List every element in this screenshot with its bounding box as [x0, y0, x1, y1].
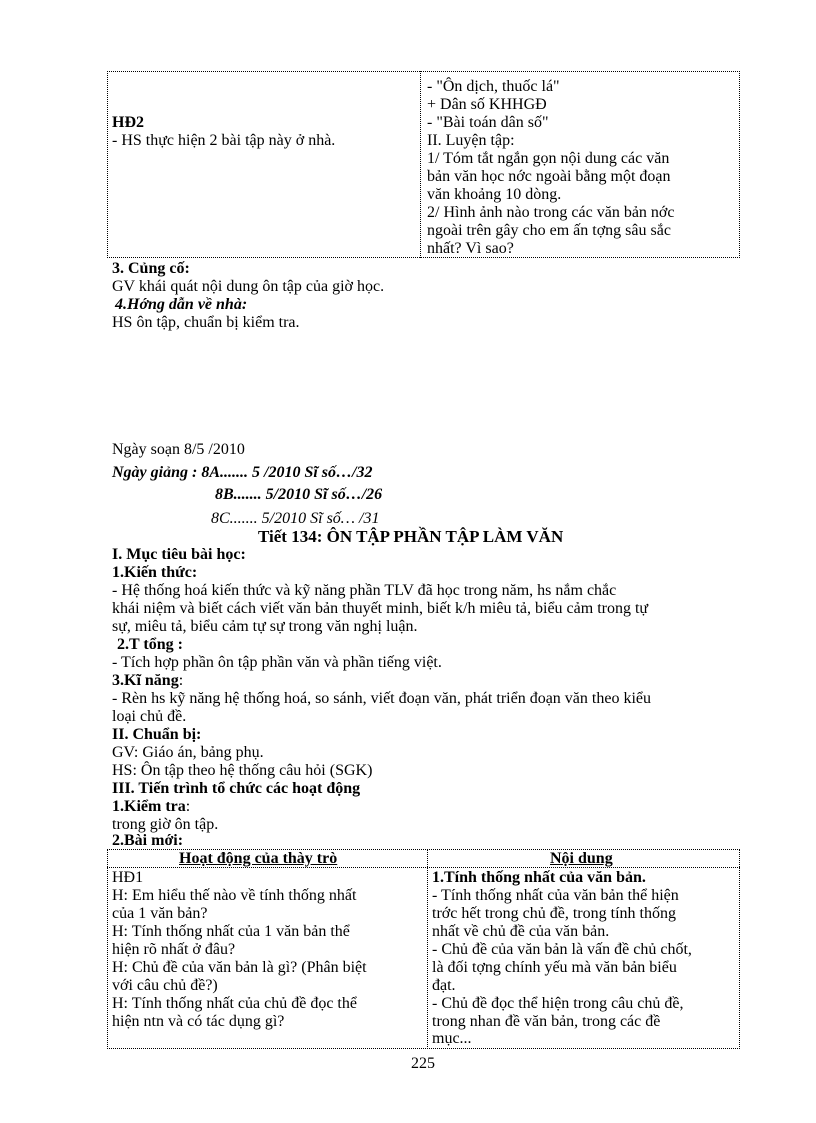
- process-heading: III. Tiến trình tổ chức các hoạt động: [112, 780, 361, 797]
- bottom-right-line: - Chủ đề của văn bản là vấn đề chủ chốt,: [432, 941, 692, 958]
- bottom-right-line: - Tính thống nhất của văn bản thể hiện: [432, 887, 679, 904]
- knowledge-line: - Hệ thống hoá kiến thức và kỹ năng phần TLV đã học trong năm, hs nắm chắc: [112, 582, 617, 599]
- top-table-hd-label: HĐ2: [112, 114, 144, 131]
- bottom-left-line: hiện rõ nhất ở đâu?: [112, 941, 236, 958]
- integration-text: - Tích hợp phần ôn tập phần văn và phần tiếng việt.: [112, 654, 442, 671]
- knowledge-line: sự, miêu tả, biểu cảm tự sự trong văn nghị luận.: [112, 618, 418, 635]
- check-heading-wrap: [112, 798, 190, 816]
- top-right-line: 2/ Hình ảnh nào trong các văn bản nớc: [427, 204, 675, 221]
- section4-heading: 4.Hớng dẫn về nhà:: [115, 296, 248, 313]
- bottom-left-line: H: Em hiểu thế nào về tính thống nhất: [112, 887, 357, 904]
- bottom-left-line: với câu chủ đề?): [112, 977, 218, 994]
- top-right-line: ngoài trên gây cho em ấn tợng sâu sắc: [427, 222, 671, 239]
- bottom-left-line: hiện ntn và có tác dụng gì?: [112, 1013, 285, 1030]
- top-right-line: + Dân số KHHGĐ: [427, 96, 547, 113]
- bottom-right-heading: 1.Tính thống nhất của văn bản.: [432, 869, 646, 886]
- lesson-title: Tiết 134: ÔN TẬP PHẦN TẬP LÀM VĂN: [258, 527, 564, 546]
- date-giang-8c: 8C....... 5/2010 Sĩ số… /31: [211, 510, 380, 527]
- date-giang-8a: Ngày giảng : 8A....... 5 /2010 Sĩ số…/32: [112, 464, 373, 481]
- top-right-line: bản văn học nớc ngoài bằng một đoạn: [427, 168, 671, 185]
- bottom-table-header-left: Hoạt động của thày trò: [179, 850, 338, 867]
- skill-colon: :: [178, 672, 184, 689]
- top-right-line: - "Ôn dịch, thuốc lá": [427, 78, 560, 95]
- top-right-line: 1/ Tóm tắt ngắn gọn nội dung các văn: [427, 150, 670, 167]
- bottom-left-line: H: Chủ đề của văn bản là gì? (Phân biệt: [112, 959, 367, 976]
- objectives-heading: I. Mục tiêu bài học:: [112, 546, 246, 563]
- bottom-left-line: H: Tính thống nhất của chủ đề đọc thể: [112, 995, 357, 1012]
- skill-heading-wrap: [112, 672, 183, 690]
- bottom-right-line: mục...: [432, 1030, 472, 1047]
- bottom-right-line: nhất về chủ đề của văn bản.: [432, 923, 610, 940]
- bottom-right-line: là đối tợng chính yếu mà văn bản biểu: [432, 959, 677, 976]
- bottom-right-line: đạt.: [432, 977, 456, 994]
- skill-heading: 3.Kĩ năng: [112, 672, 179, 689]
- knowledge-heading: 1.Kiến thức:: [112, 564, 198, 581]
- top-right-line: nhất? Vì sao?: [427, 240, 514, 257]
- top-right-line: văn khoảng 10 dòng.: [427, 186, 562, 203]
- bottom-left-line: H: Tính thống nhất của 1 văn bản thể: [112, 923, 350, 940]
- skill-line: loại chủ đề.: [112, 708, 187, 725]
- date-soan: Ngày soạn 8/5 /2010: [112, 441, 245, 458]
- bottom-right-line: trớc hết trong chủ đề, trong tính thống: [432, 905, 676, 922]
- check-text: trong giờ ôn tập.: [112, 816, 219, 833]
- section4-text: HS ôn tập, chuẩn bị kiểm tra.: [112, 314, 300, 331]
- skill-line: - Rèn hs kỹ năng hệ thống hoá, so sánh, viết đoạn văn, phát triển đoạn văn theo kiểu: [112, 690, 651, 707]
- knowledge-line: khái niệm và biết cách viết văn bản thuyết minh, biết k/h miêu tả, biểu cảm trong tự: [112, 600, 649, 617]
- bottom-right-line: - Chủ đề đọc thể hiện trong câu chủ đề,: [432, 995, 684, 1012]
- bottom-table-header-right: Nội dung: [550, 850, 613, 867]
- preparation-gv: GV: Giáo án, bảng phụ.: [112, 744, 264, 761]
- preparation-heading: II. Chuẩn bị:: [112, 726, 202, 743]
- check-heading: 1.Kiểm tra: [112, 798, 186, 815]
- date-giang-8b: 8B....... 5/2010 Sĩ số…/26: [215, 486, 383, 503]
- page-number: 225: [411, 1055, 435, 1072]
- top-table-divider: [420, 71, 421, 258]
- integration-heading: 2.T tổng :: [117, 636, 183, 653]
- section3-heading: 3. Củng cố:: [112, 260, 190, 277]
- top-table-left-text: - HS thực hiện 2 bài tập này ở nhà.: [112, 132, 336, 149]
- check-colon: :: [185, 798, 191, 815]
- bottom-table-divider: [427, 849, 428, 1049]
- bottom-right-line: trong nhan đề văn bản, trong các đề: [432, 1013, 661, 1030]
- new-lesson-heading: 2.Bài mới:: [112, 832, 184, 849]
- top-right-line: - "Bài toán dân số": [427, 114, 549, 131]
- top-right-line: II. Luyện tập:: [427, 132, 515, 149]
- section3-text: GV khái quát nội dung ôn tập của giờ học.: [112, 278, 385, 295]
- bottom-left-line: HĐ1: [112, 869, 144, 886]
- preparation-hs: HS: Ôn tập theo hệ thống câu hỏi (SGK): [112, 762, 373, 779]
- bottom-left-line: của 1 văn bản?: [112, 905, 208, 922]
